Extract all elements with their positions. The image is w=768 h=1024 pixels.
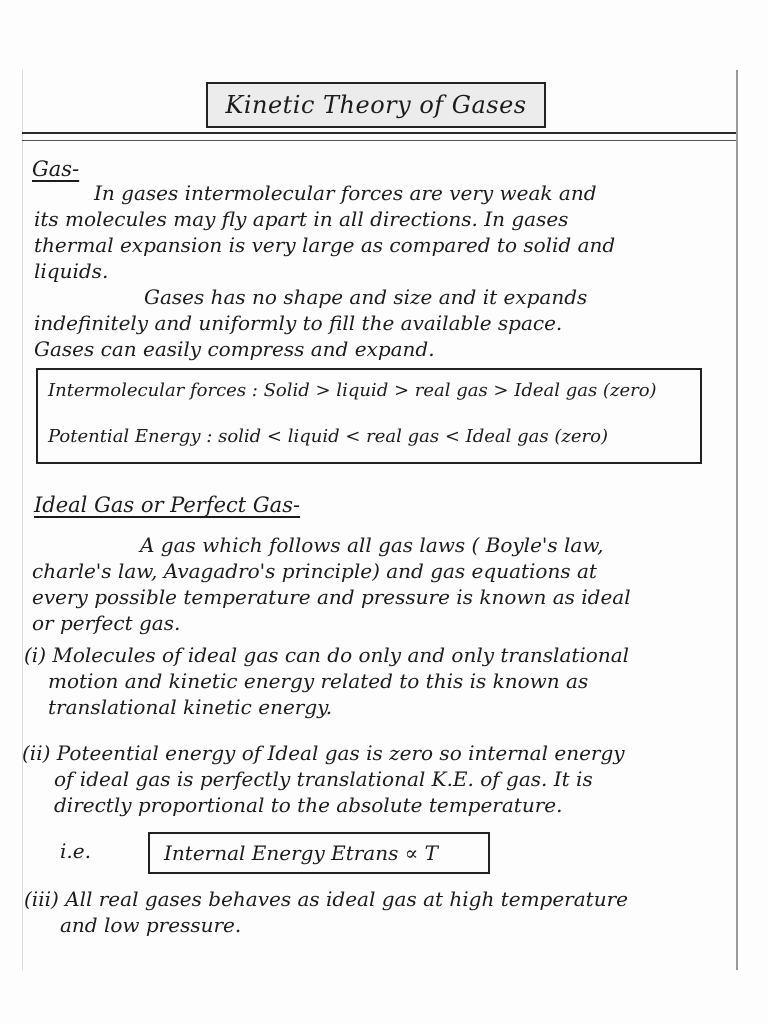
gas-para2-line2: indefinitely and uniformly to fill the available space.: [34, 311, 563, 335]
comparison-box: [36, 368, 702, 464]
gas-heading: Gas-: [32, 157, 80, 181]
gas-para1-line4: liquids.: [34, 259, 109, 283]
title-box: [206, 82, 546, 128]
ideal-para-line1: A gas which follows all gas laws ( Boyle's law,: [140, 533, 604, 557]
page-title: Kinetic Theory of Gases: [225, 91, 527, 119]
potential-energy-line: Potential Energy : solid < liquid < real gas < Ideal gas (zero): [48, 426, 608, 447]
gas-para1-line2: its molecules may fly apart in all directions. In gases: [34, 207, 569, 231]
gas-para2-line3: Gases can easily compress and expand.: [34, 337, 435, 361]
point2-line2: of ideal gas is perfectly translational K.E. of gas. It is: [54, 767, 593, 791]
point1-line3: translational kinetic energy.: [48, 695, 333, 719]
title-rule-secondary: [22, 140, 736, 141]
formula-box: [148, 832, 490, 874]
point1-line2: motion and kinetic energy related to this is known as: [48, 669, 589, 693]
internal-energy-formula: Internal Energy Etrans ∝ T: [164, 841, 438, 865]
gas-para1-line3: thermal expansion is very large as compared to solid and: [34, 233, 616, 257]
ideal-para-line4: or perfect gas.: [32, 611, 181, 635]
ideal-para-line2: charle's law, Avagadro's principle) and gas equations at: [32, 559, 597, 583]
intermolecular-forces-line: Intermolecular forces : Solid > liquid > real gas > Ideal gas (zero): [48, 380, 657, 401]
ie-label: i.e.: [60, 839, 91, 863]
page-left-edge: [22, 70, 23, 970]
point2-line3: directly proportional to the absolute temperature.: [54, 793, 563, 817]
point1-line1: (i) Molecules of ideal gas can do only and only translational: [24, 643, 630, 667]
point3-line1: (iii) All real gases behaves as ideal gas at high temperature: [24, 887, 628, 911]
ideal-para-line3: every possible temperature and pressure is known as ideal: [32, 585, 631, 609]
ideal-gas-heading: Ideal Gas or Perfect Gas-: [34, 493, 301, 517]
point2-line1: (ii) Poteential energy of Ideal gas is zero so internal energy: [22, 741, 625, 765]
title-rule: [22, 132, 736, 134]
gas-para1-line1: In gases intermolecular forces are very weak and: [94, 181, 597, 205]
gas-para2-line1: Gases has no shape and size and it expands: [144, 285, 588, 309]
point3-line2: and low pressure.: [60, 913, 242, 937]
page-right-edge: [736, 70, 738, 970]
